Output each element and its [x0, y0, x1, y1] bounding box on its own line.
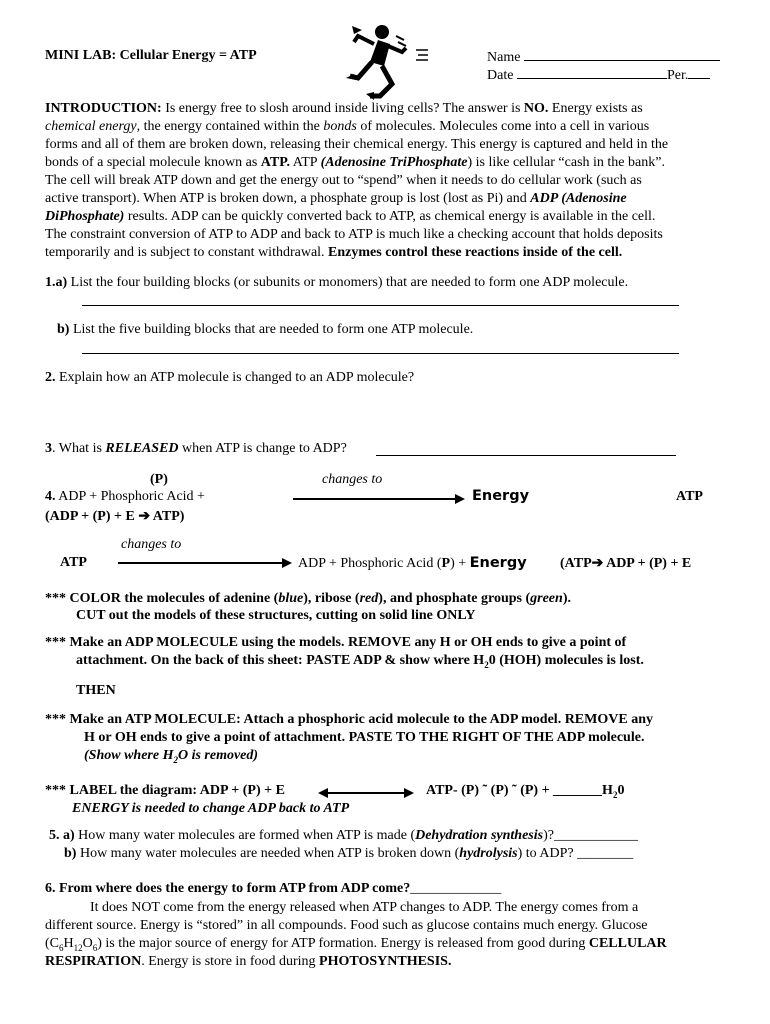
- intro-line-9: temporarily and is subject to constant withdrawal. Enzymes control these reactions inside of the cell.: [45, 245, 623, 260]
- adp-instruction-2: attachment. On the back of this sheet: PASTE ADP & show where $H_20$ (HOH) molecules is lost.: [76, 653, 644, 670]
- running-man-icon: [340, 22, 435, 102]
- energy-note: ENERGY is needed to change ADP back to ATP: [72, 801, 350, 816]
- intro-line-3: forms and all of them are broken down, releasing their chemical energy. This energy is captured and held in the: [45, 137, 669, 152]
- color-instruction: *** COLOR the molecules of adenine (blue), ribose (red), and phosphate groups (green).: [45, 591, 571, 606]
- adp-instruction-1: *** Make an ADP MOLECULE using the models. REMOVE any H or OH ends to give a point of: [45, 635, 627, 650]
- date-field[interactable]: Date Per.: [487, 66, 710, 84]
- atp-instruction-3: (Show where $H_2O$ is removed): [84, 748, 259, 765]
- question-4-line-2: (ADP + (P) + E ➔ ATP): [45, 509, 185, 524]
- atp-instruction-1: *** Make an ATP MOLECULE: Attach a phosphoric acid molecule to the ADP model. REMOVE any: [45, 712, 653, 727]
- label-instruction: *** LABEL the diagram: ADP + (P) + E: [45, 783, 285, 798]
- question-1a: 1.a) List the four building blocks (or subunits or monomers) that are needed to form one ADP molecule.: [45, 275, 629, 290]
- reaction-products: ADP + Phosphoric Acid (P) + Energy: [298, 555, 527, 571]
- energy-label: Energy: [472, 488, 530, 504]
- page-title: MINI LAB: Cellular Energy = ATP: [45, 48, 257, 63]
- q6-para-line-2: different source. Energy is “stored” in all compounds. Food such as glucose contains much energy. Glucose: [45, 918, 648, 933]
- q6-para-line-1: It does NOT come from the energy released when ATP changes to ADP. The energy comes from a: [90, 900, 639, 915]
- intro-line-7: DiPhosphate) results. ADP can be quickly converted back to ATP, as chemical energy is available in the cell.: [45, 209, 656, 224]
- intro-line-5: The cell will break ATP down and get the energy out to “spend” when it needs to do cellular work (such as: [45, 173, 642, 188]
- reaction-summary: (ATP➔ ADP + (P) + E: [560, 556, 692, 571]
- answer-line-1a[interactable]: [82, 305, 679, 306]
- reaction-arrow-2: [118, 562, 284, 564]
- q6-para-line-3: $(C_6H_{12}O_6)$ is the major source of energy for ATP formation. Energy is released from good during CELLULAR: [45, 936, 667, 953]
- intro-line-8: The constraint conversion of ATP to ADP and back to ATP is much like a checking account that holds deposits: [45, 227, 663, 242]
- name-field[interactable]: Name: [487, 48, 720, 66]
- intro-line-6: active transport). When ATP is broken down, a phosphate group is lost (lost as Pi) and ADP (Adenosine: [45, 191, 627, 206]
- phosphate-label: (P): [150, 472, 168, 487]
- intro-line-4: bonds of a special molecule known as ATP. ATP (Adenosine TriPhosphate) is like cellular “cash in the bank”.: [45, 155, 665, 170]
- question-5a: 5. a) How many water molecules are formed when ATP is made (Dehydration synthesis)?____________: [49, 828, 638, 843]
- question-4-line-1: 4. ADP + Phosphoric Acid +: [45, 489, 205, 504]
- question-2: 2. Explain how an ATP molecule is changed to an ADP molecule?: [45, 370, 415, 385]
- changes-to-label: changes to: [322, 472, 383, 487]
- intro-line-2: chemical energy, the energy contained within the bonds of molecules. Molecules come into a cell in various: [45, 119, 650, 134]
- question-5b: b) How many water molecules are needed when ATP is broken down (hydrolysis) to ADP? ________: [64, 846, 634, 861]
- atp-label-2: ATP: [60, 555, 87, 570]
- cut-instruction: CUT out the models of these structures, cutting on solid line ONLY: [76, 608, 476, 623]
- answer-line-3[interactable]: [376, 455, 676, 456]
- question-6: 6. From where does the energy to form ATP from ADP come?_____________: [45, 881, 502, 896]
- then-label: THEN: [76, 683, 116, 698]
- atp-formula: ATP- (P) ˜ (P) ˜ $(P) + \_\_\_\_\_\_\_H_20$: [426, 783, 625, 800]
- double-arrow-icon: [326, 792, 406, 794]
- changes-to-label-2: changes to: [121, 537, 182, 552]
- intro-line-1: INTRODUCTION: Is energy free to slosh around inside living cells? The answer is NO. Energy exists as: [45, 101, 643, 116]
- atp-instruction-2: H or OH ends to give a point of attachment. PASTE TO THE RIGHT OF THE ADP molecule.: [84, 730, 645, 745]
- q6-para-line-4: RESPIRATION. Energy is store in food during PHOTOSYNTHESIS.: [45, 954, 452, 969]
- right-arrow-icon: ➔: [138, 509, 151, 524]
- question-1b: b) List the five building blocks that are needed to form one ATP molecule.: [57, 322, 474, 337]
- reaction-arrow-1: [293, 498, 457, 500]
- answer-line-1b[interactable]: [82, 353, 679, 354]
- atp-label: ATP: [676, 489, 703, 504]
- question-3: 3. What is RELEASED when ATP is change to ADP?: [45, 441, 347, 456]
- right-arrow-icon: ➔: [591, 556, 604, 571]
